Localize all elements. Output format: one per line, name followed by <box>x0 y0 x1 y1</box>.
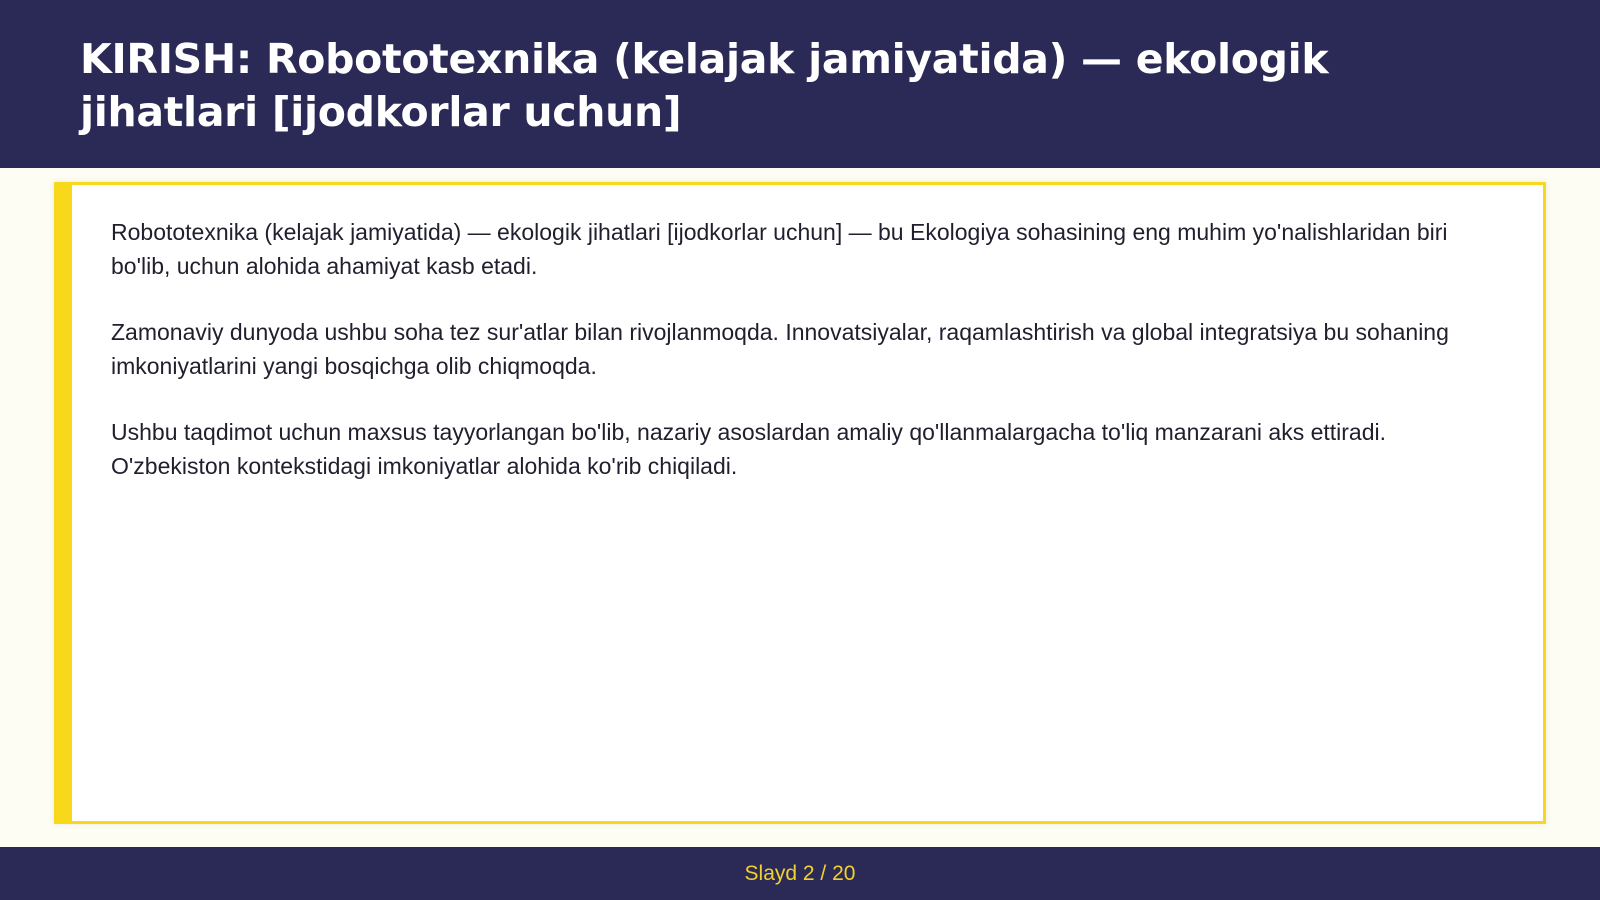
content-card <box>54 182 1546 824</box>
slide-header <box>0 0 1600 168</box>
slide-footer <box>0 847 1600 900</box>
development-paragraph: Zamonaviy dunyoda ushbu soha tez sur'atlar bilan rivojlanmoqda. Innovatsiyalar, raqamlashtirish va global integratsiya bu sohaning imkoniyatlarini yangi bosqichga olib chiqmoqda. <box>111 319 1449 379</box>
slide-counter: Slayd 2 / 20 <box>744 861 856 885</box>
intro-paragraph: Robototexnika (kelajak jamiyatida) — ekologik jihatlari [ijodkorlar uchun] — bu Ekologiya sohasining eng muhim yo'nalishlaridan biri bo'lib, uchun alohida ahamiyat kasb etadi. <box>111 219 1448 279</box>
slide-title: KIRISH: Robototexnika (kelajak jamiyatida) — ekologik jihatlari [ijodkorlar uchun] <box>80 35 1329 136</box>
presentation-paragraph: Ushbu taqdimot uchun maxsus tayyorlangan bo'lib, nazariy asoslardan amaliy qo'llanmalargacha to'liq manzarani aks ettiradi. O'zbekiston kontekstidagi imkoniyatlar alohida ko'rib chiqiladi. <box>111 419 1387 479</box>
